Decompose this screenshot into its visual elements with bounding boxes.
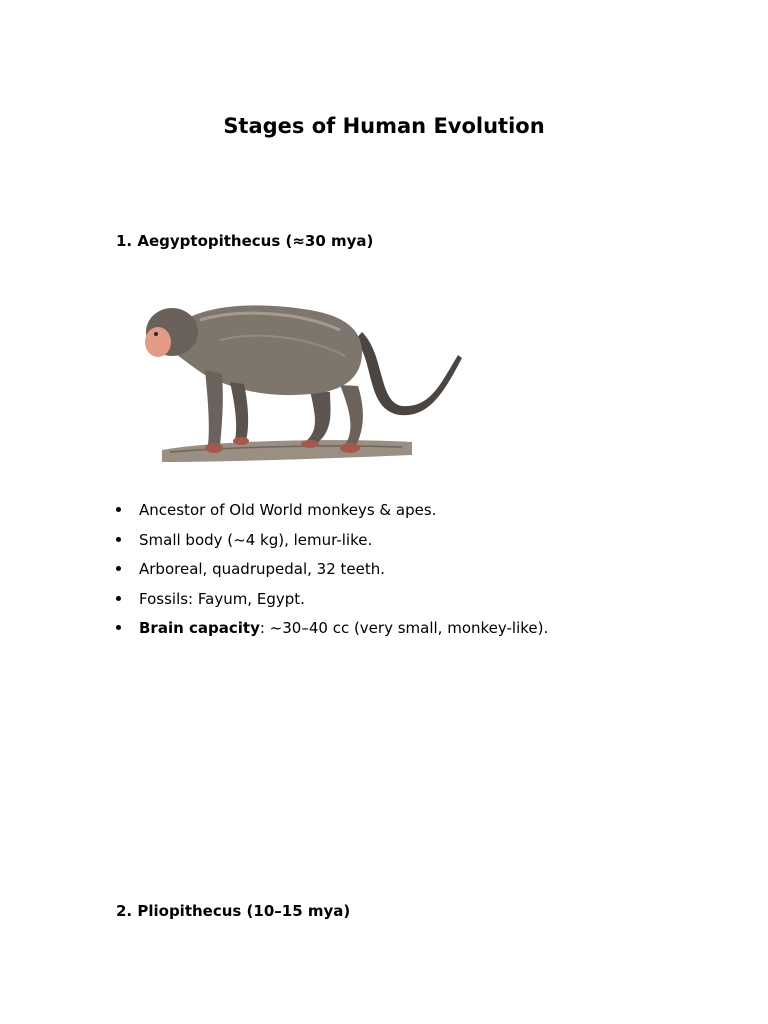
aegyptopithecus-illustration: [140, 290, 470, 470]
list-item: Ancestor of Old World monkeys & apes.: [116, 500, 548, 530]
list-item: Arboreal, quadrupedal, 32 teeth.: [116, 559, 548, 589]
brain-capacity-value: : ~30–40 cc (very small, monkey-like).: [259, 619, 549, 637]
page-title: Stages of Human Evolution: [223, 114, 545, 138]
brain-capacity-label: Brain capacity: [139, 619, 260, 637]
list-item: Small body (~4 kg), lemur-like.: [116, 530, 548, 560]
trait-list: [116, 500, 548, 648]
list-item-brain-capacity: [116, 618, 548, 648]
section-heading-pliopithecus: 2. Pliopithecus (10–15 mya): [116, 902, 351, 920]
section-heading-aegyptopithecus: 1. Aegyptopithecus (≈30 mya): [116, 232, 374, 250]
list-item: Fossils: Fayum, Egypt.: [116, 589, 548, 619]
